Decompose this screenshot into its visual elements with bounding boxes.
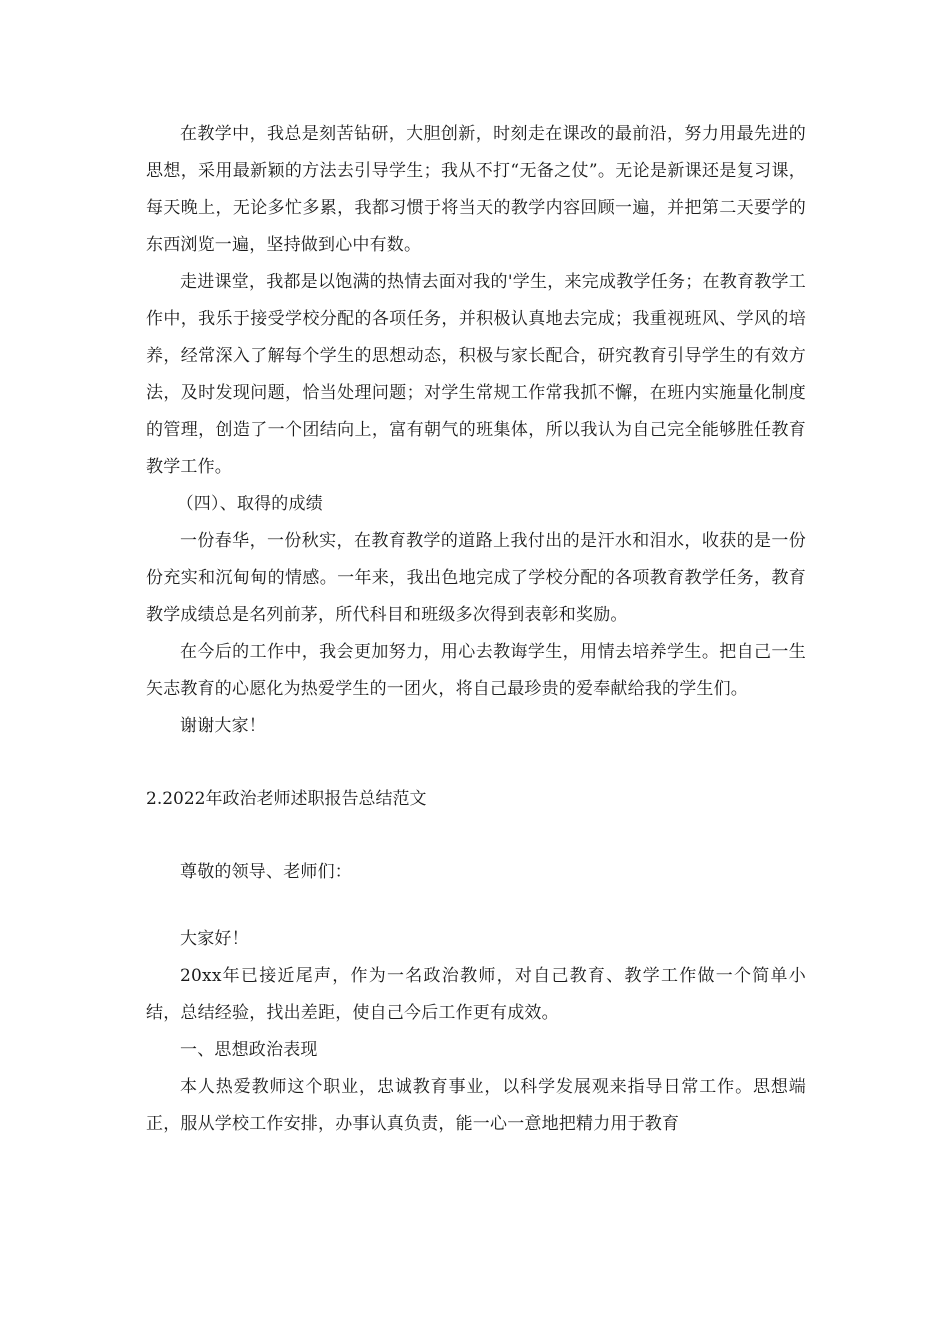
closing-line: 谢谢大家！ <box>180 716 266 736</box>
subsection-heading: （四）、取得的成绩 <box>176 494 323 514</box>
document-page <box>146 116 806 1143</box>
paragraph: 本人热爱教师这个职业，忠诚教育事业，以科学发展观来指导日常工作。思想端正，服从学校工作安排，办事认真负责，能一心一意地把精力用于教育 <box>146 1077 806 1134</box>
paragraph: 一份春华，一份秋实，在教育教学的道路上我付出的是汗水和泪水，收获的是一份份充实和沉甸甸的情感。一年来，我出色地完成了学校分配的各项教育教学任务，教育教学成绩总是名列前茅，所代科目和班级多次得到表彰和奖励。 <box>146 531 806 625</box>
subsection-heading: 一、思想政治表现 <box>180 1040 318 1060</box>
paragraph: 在教学中，我总是刻苦钻研，大胆创新，时刻走在课改的最前沿，努力用最先进的思想，采用最新颖的方法去引导学生；我从不打“无备之仗”。无论是新课还是复习课，每天晚上，无论多忙多累，我都习惯于将当天的教学内容回顾一遍，并把第二天要学的东西浏览一遍，坚持做到心中有数。 <box>146 124 806 255</box>
section-title: 2.2022年政治老师述职报告总结范文 <box>146 789 427 809</box>
salutation: 尊敬的领导、老师们： <box>180 862 352 882</box>
paragraph: 走进课堂，我都是以饱满的热情去面对我的'学生，来完成教学任务；在教育教学工作中，我乐于接受学校分配的各项任务，并积极认真地去完成；我重视班风、学风的培养，经常深入了解每个学生的思想动态，积极与家长配合，研究教育引导学生的有效方法，及时发现问题，恰当处理问题；对学生常规工作常我抓不懈，在班内实施量化制度的管理，创造了一个团结向上，富有朝气的班集体，所以我认为自己完全能够胜任教育教学工作。 <box>146 272 806 477</box>
paragraph: 20xx年已接近尾声，作为一名政治教师，对自己教育、教学工作做一个简单小结，总结经验，找出差距，使自己今后工作更有成效。 <box>146 966 806 1023</box>
greeting: 大家好！ <box>180 929 249 949</box>
paragraph: 在今后的工作中，我会更加努力，用心去教诲学生，用情去培养学生。把自己一生矢志教育的心愿化为热爱学生的一团火，将自己最珍贵的爱奉献给我的学生们。 <box>146 642 806 699</box>
